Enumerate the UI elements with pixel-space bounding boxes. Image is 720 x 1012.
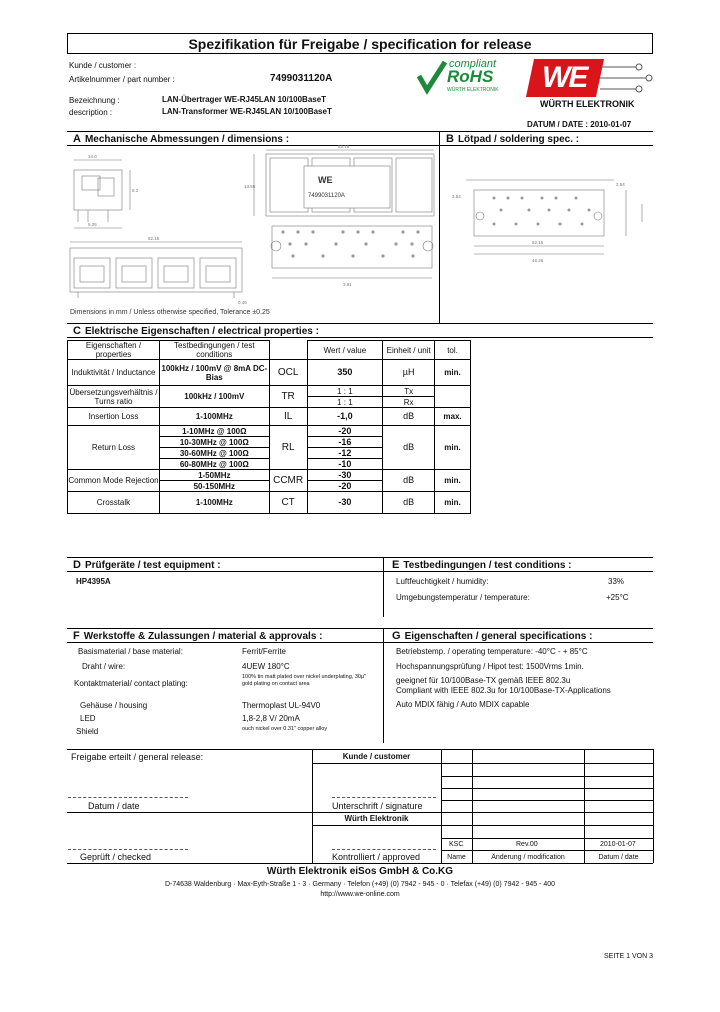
divider — [439, 131, 440, 323]
we-logo-text: WE — [542, 61, 587, 94]
svg-text:52.15: 52.15 — [148, 236, 160, 241]
column-date: Datum / date — [598, 854, 639, 861]
header-cell: Wert / value — [307, 341, 383, 360]
section-f-title: F Werkstoffe & Zulassungen / material & approvals : — [73, 630, 323, 642]
rohs-logo — [417, 60, 521, 98]
table-cell: OCL — [269, 360, 307, 386]
divider — [653, 749, 654, 863]
svg-text:13.55: 13.55 — [244, 184, 256, 189]
table-cell: 10-30MHz @ 100Ω — [159, 437, 269, 448]
svg-text:52.15: 52.15 — [532, 240, 544, 245]
divider — [67, 749, 653, 750]
divider — [67, 557, 653, 558]
section-b-title: B Lötpad / soldering spec. : — [446, 133, 580, 145]
divider — [383, 628, 384, 743]
humidity-value: 33% — [608, 577, 625, 586]
table-cell: Tx — [383, 386, 435, 397]
revision-name: KSC — [449, 841, 464, 848]
temperature-label: Umgebungstemperatur / temperature: — [396, 593, 530, 602]
divider — [67, 131, 653, 132]
table-cell: 1-100MHz — [159, 492, 269, 514]
divider — [441, 749, 442, 863]
table-cell: 100kHz / 100mV — [159, 386, 269, 408]
humidity-label: Luftfeuchtigkeit / humidity: — [396, 577, 489, 586]
table-cell: 1-100MHz — [159, 408, 269, 426]
part-drawing-logo: WE — [318, 175, 333, 185]
table-cell: CT — [269, 492, 307, 514]
page-number: SEITE 1 VON 3 — [604, 953, 654, 960]
table-cell: Rx — [383, 397, 435, 408]
table-cell: max. — [435, 408, 471, 426]
divider — [584, 749, 585, 863]
approved-label: Kontrolliert / approved — [332, 852, 421, 862]
svg-text:8.2: 8.2 — [132, 188, 139, 193]
table-cell: min. — [435, 360, 471, 386]
general-spec-line: Compliant with IEEE 802.3u for 10/100Base-TX-Applications — [396, 686, 611, 695]
general-spec-line: geeignet für 10/100Base-TX gemäß IEEE 802.3u — [396, 676, 571, 685]
customer-label: Kunde / customer : — [69, 61, 137, 70]
material-label: LED — [80, 714, 96, 723]
header-cell: Einheit / unit — [383, 341, 435, 360]
signature-line — [332, 797, 436, 798]
table-cell: 100kHz / 100mV @ 8mA DC-Bias — [159, 360, 269, 386]
material-value: 1,8-2,8 V/ 20mA — [242, 714, 300, 723]
divider — [67, 642, 653, 643]
dimensions-note: Dimensions in mm / Unless otherwise specified, Tolerance ±0.25 — [70, 309, 270, 316]
divider — [67, 323, 653, 324]
table-cell: -12 — [307, 448, 383, 459]
customer-heading: Kunde / customer — [342, 752, 411, 761]
svg-text:48.26: 48.26 — [532, 258, 544, 263]
rohs-text: RoHS — [447, 67, 494, 86]
table-cell: dB — [383, 408, 435, 426]
revision-number: Rev.00 — [516, 841, 538, 848]
section-c-title: C Elektrische Eigenschaften / electrical properties : — [73, 325, 319, 337]
description-value: LAN-Transformer WE-RJ45LAN 10/100BaseT — [162, 107, 332, 116]
svg-text:3.54: 3.54 — [452, 194, 461, 199]
table-cell: CCMR — [269, 470, 307, 492]
section-g-title: G Eigenschaften / general specifications : — [392, 630, 593, 642]
table-cell: 1-50MHz — [159, 470, 269, 481]
header-cell: Testbedingungen / test conditions — [159, 341, 269, 360]
material-label: Basismaterial / base material: — [78, 647, 183, 656]
general-spec-line: Betriebstemp. / operating temperature: -40°C - + 85°C — [396, 647, 588, 656]
table-cell: 1 : 1 — [307, 397, 383, 408]
partnumber-value: 7499031120A — [270, 73, 333, 84]
divider — [312, 763, 441, 764]
column-change: Änderung / modification — [491, 854, 565, 861]
table-cell: min. — [435, 492, 471, 514]
table-cell — [435, 386, 471, 408]
table-cell: µH — [383, 360, 435, 386]
we-logo-lines-icon — [600, 59, 654, 97]
svg-text:3.81: 3.81 — [343, 282, 352, 287]
description-label: description : — [69, 108, 113, 117]
divider — [312, 749, 313, 863]
date-line — [68, 797, 188, 798]
table-cell: 350 — [307, 360, 383, 386]
table-cell: 30-60MHz @ 100Ω — [159, 448, 269, 459]
approved-line — [332, 849, 436, 850]
table-cell: -10 — [307, 459, 383, 470]
revision-date: 2010-01-07 — [600, 841, 636, 848]
bezeichnung-value: LAN-Übertrager WE-RJ45LAN 10/100BaseT — [162, 95, 327, 104]
material-value: 100% tin matt plated over nickel underplating, 30µ" gold plating on contact area — [242, 674, 367, 687]
date-label: Datum / date — [88, 801, 140, 811]
header-cell — [269, 341, 307, 360]
general-spec-line: Auto MDIX fähig / Auto MDIX capable — [396, 700, 530, 709]
table-cell: -1,0 — [307, 408, 383, 426]
divider — [67, 337, 653, 338]
general-spec-line: Hochspannungsprüfung / Hipot test: 1500Vrms 1min. — [396, 662, 584, 671]
table-cell: -20 — [307, 481, 383, 492]
material-value: Thermoplast UL-94V0 — [242, 701, 321, 710]
divider — [67, 812, 653, 813]
table-cell: 60-80MHz @ 100Ω — [159, 459, 269, 470]
part-drawing-label: 7499031120A — [308, 193, 345, 199]
material-label: Gehäuse / housing — [80, 701, 148, 710]
table-cell: -16 — [307, 437, 383, 448]
bezeichnung-label: Bezeichnung : — [69, 96, 120, 105]
header-cell: Eigenschaften / properties — [68, 341, 160, 360]
divider — [67, 571, 653, 572]
we-heading: Würth Elektronik — [344, 814, 409, 823]
table-cell: 50-150MHz — [159, 481, 269, 492]
table-cell: TR — [269, 386, 307, 408]
document-title: Spezifikation für Freigabe / specification for release — [67, 33, 653, 54]
column-name: Name — [447, 854, 466, 861]
rohs-sub-text: WÜRTH ELEKTRONIK — [447, 87, 499, 93]
table-cell: Return Loss — [68, 426, 160, 470]
section-a-title: A Mechanische Abmessungen / dimensions : — [73, 133, 290, 145]
table-cell: Insertion Loss — [68, 408, 160, 426]
divider — [312, 825, 441, 826]
material-value: Ferrit/Ferrite — [242, 647, 286, 656]
material-label: Shield — [76, 727, 99, 736]
temperature-value: +25°C — [606, 593, 629, 602]
rohs-compliant-text: compliant — [449, 58, 497, 70]
divider — [67, 628, 653, 629]
table-cell: -30 — [307, 492, 383, 514]
table-cell: dB — [383, 426, 435, 470]
divider — [383, 557, 384, 617]
checked-label: Geprüft / checked — [80, 852, 152, 862]
svg-text:14.0: 14.0 — [88, 154, 97, 159]
material-label: Draht / wire: — [82, 662, 126, 671]
section-d-title: D Prüfgeräte / test equipment : — [73, 559, 221, 571]
svg-text:52.15: 52.15 — [338, 144, 350, 149]
soldering-pad-drawing — [446, 176, 656, 266]
table-cell: min. — [435, 470, 471, 492]
section-e-title: E Testbedingungen / test conditions : — [392, 559, 572, 571]
svg-text:0.46: 0.46 — [238, 300, 247, 305]
partnumber-label: Artikelnummer / part number : — [69, 75, 175, 84]
divider — [67, 863, 653, 864]
table-cell: Crosstalk — [68, 492, 160, 514]
document-date: DATUM / DATE : 2010-01-07 — [527, 120, 632, 129]
table-cell: IL — [269, 408, 307, 426]
material-value: ouch nickel over 0.31" copper alloy — [242, 726, 328, 732]
footer-address: D-74638 Waldenburg · Max-Eyth-Straße 1 - 3 · Germany · Telefon (+49) (0) 7942 - 945 - 0 · Telefax (+49) (0) 7942 - 945 - 400 — [164, 881, 556, 888]
table-cell: Übersetzungsverhältnis / Turns ratio — [69, 387, 158, 406]
material-value: 4UEW 180°C — [242, 662, 290, 671]
header-cell: tol. — [435, 341, 471, 360]
table-cell: 1-10MHz @ 100Ω — [159, 426, 269, 437]
mechanical-drawing — [68, 144, 438, 318]
table-cell: min. — [435, 426, 471, 470]
general-release-label: Freigabe erteilt / general release: — [71, 752, 204, 762]
divider — [472, 749, 473, 863]
footer-web[interactable]: http://www.we-online.com — [320, 891, 400, 898]
table-cell: Induktivität / Inductance — [68, 360, 160, 386]
material-label: Kontaktmaterial/ contact plating: — [74, 679, 188, 688]
test-equipment-item: HP4395A — [76, 577, 111, 586]
table-cell: RL — [269, 426, 307, 470]
footer-company: Würth Elektronik eiSos GmbH & Co.KG — [266, 866, 454, 877]
table-cell: Common Mode Rejection — [68, 470, 160, 492]
table-cell: 1 : 1 — [307, 386, 383, 397]
svg-text:2.54: 2.54 — [616, 182, 625, 187]
signature-label: Unterschrift / signature — [332, 801, 423, 811]
electrical-properties-table — [67, 340, 471, 514]
table-cell: -30 — [307, 470, 383, 481]
table-cell: dB — [383, 492, 435, 514]
table-cell: -20 — [307, 426, 383, 437]
divider — [67, 145, 653, 146]
company-name-logo: WÜRTH ELEKTRONIK — [540, 99, 635, 109]
svg-text:5.25: 5.25 — [88, 222, 97, 227]
we-logo — [530, 59, 654, 111]
checked-line — [68, 849, 188, 850]
table-cell: dB — [383, 470, 435, 492]
